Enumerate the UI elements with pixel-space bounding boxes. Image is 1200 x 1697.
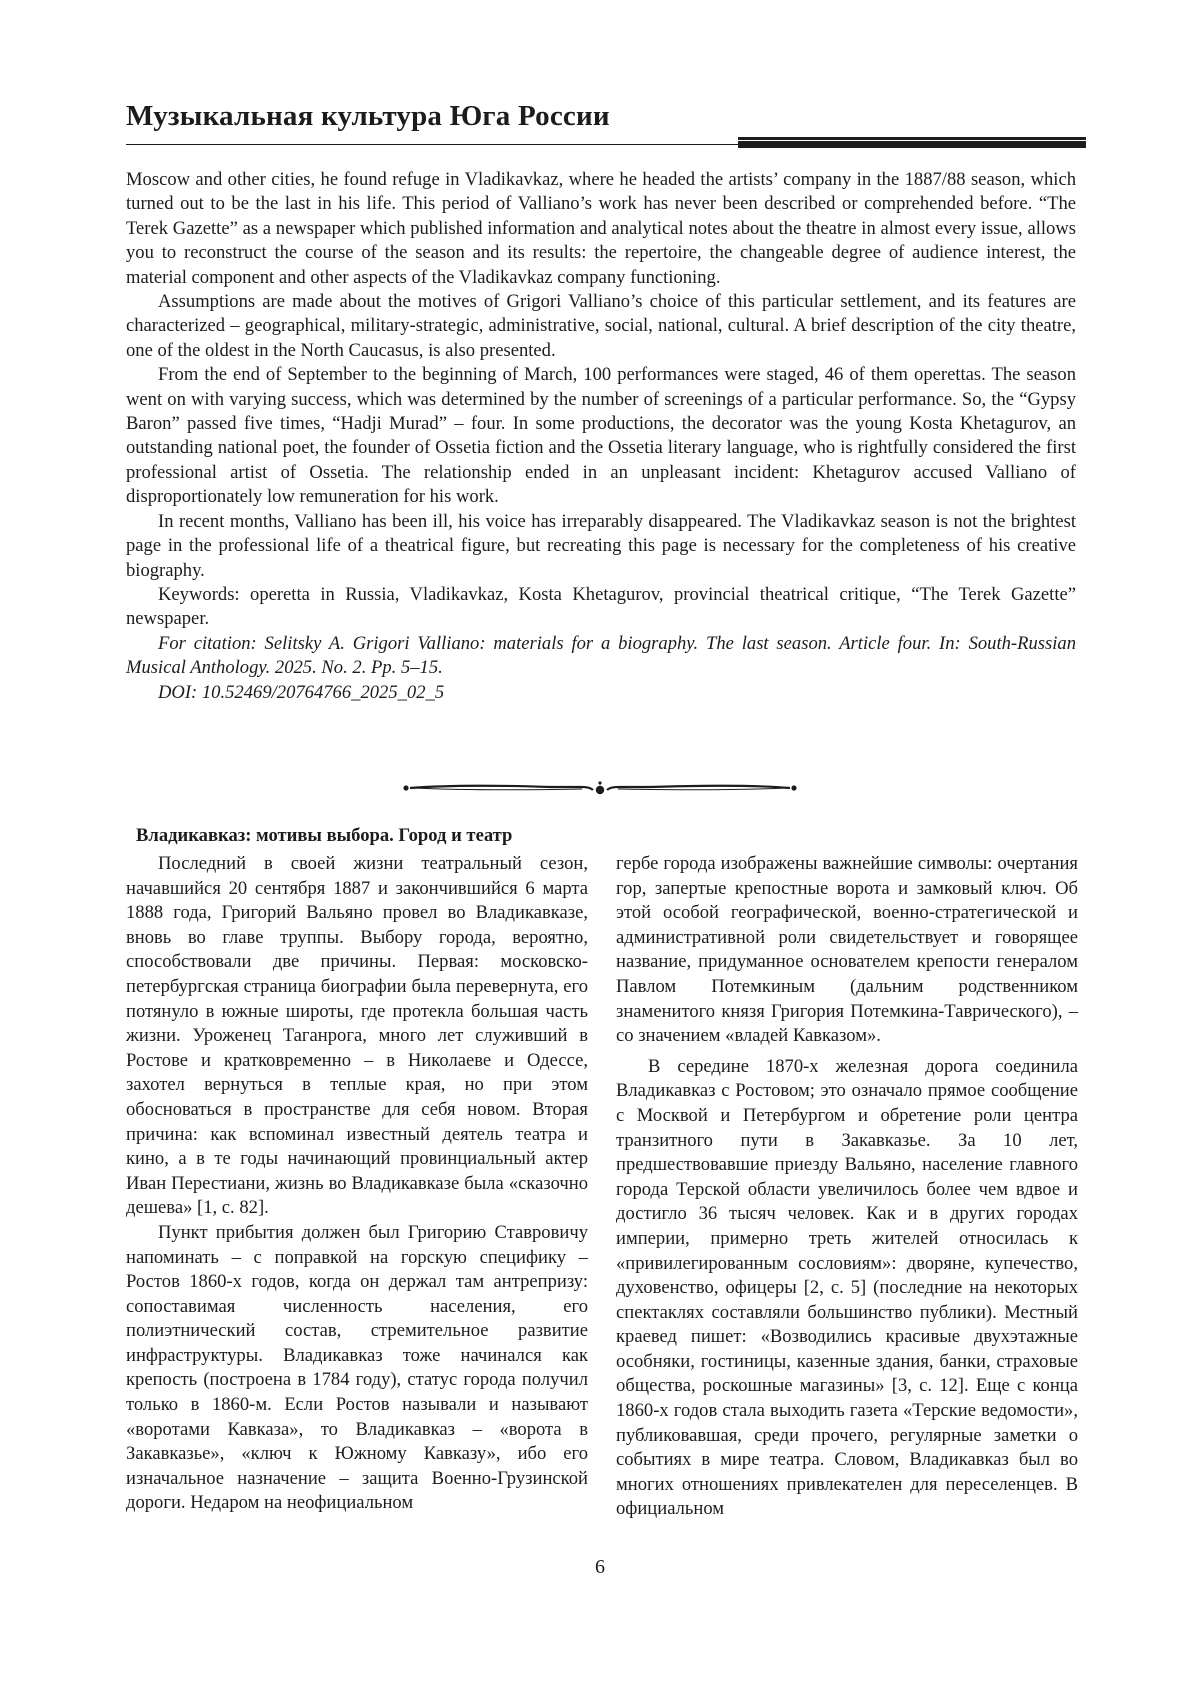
header-rule-thick <box>738 141 1086 144</box>
body-paragraph: Последний в своей жизни театральный сезон, начавшийся 20 сентября 1887 и закончившийся 6 марта 1888 года, Григорий Вальяно провел во Владикавказе, вновь во главе труппы. Выбору города, вероятно, способствовали две причины. Первая: московско-петербургская страница биографии была перевернута, его потянуло в южные широты, где протекла большая часть жизни. Уроженец Таганрога, много лет служивший в Ростове и кратковременно – в Николаеве и Одессе, захотел вернуться в теплые края, но при этом обосноваться в пространстве для себя новом. Вторая причина: как вспоминал известный деятель театра и кино, а в те годы начинающий провинциальный актер Иван Перестиани, жизнь во Владикавказе была «сказочно дешева» [1, с. 82]. <box>126 853 588 1219</box>
abstract-paragraph: From the end of September to the beginning of March, 100 performances were staged, 46 of them operettas. The season went on with varying success, which was determined by the number of screenings of a particular performance. So, the “Gypsy Baron” passed five times, “Hadji Murad” – four. In some productions, the decorator was the young Kosta Khetagurov, an outstanding national poet, the founder of Ossetia fiction and the Ossetia literary language, who is rightfully considered the first professional artist of Ossetia. The relationship ended in an unpleasant incident: Khetagurov accused Valliano of disproportionately low remuneration for his work. <box>126 364 1076 508</box>
page-number: 6 <box>595 1556 605 1578</box>
abstract-paragraph: In recent months, Valliano has been ill, his voice has irreparably disappeared. The Vladikavkaz season is not the brightest page in the professional life of a theatrical figure, but recreating this page is necessary for the completeness of his creative biography. <box>126 510 1076 581</box>
keywords: Keywords: operetta in Russia, Vladikavkaz, Kosta Khetagurov, provincial theatrical critique, “The Terek Gazette” newspaper. <box>126 583 1076 630</box>
right-column <box>616 852 1078 1522</box>
doi: DOI: 10.52469/20764766_2025_02_5 <box>158 681 445 703</box>
abstract-paragraph: Moscow and other cities, he found refuge in Vladikavkaz, where he headed the artists’ company in the 1887/88 season, which turned out to be the last in his life. This period of Valliano’s work has never been described or comprehended before. “The Terek Gazette” as a newspaper which published information and analytical notes about the theatre in almost every issue, allows you to reconstruct the course of the season and its results: the repertoire, the changeable degree of audience interest, the material component and other aspects of the Vladikavkaz company functioning. <box>126 169 1076 288</box>
ornament-left-flourish <box>403 785 593 790</box>
left-column <box>126 824 588 1516</box>
body-paragraph: Пункт прибытия должен был Григорию Ставровичу напоминать – с поправкой на горскую специфику – Ростов 1860-х годов, когда он держал там антрепризу: сопоставимая численность населения, его полиэтнический состав, стремительное развитие инфраструктуры. Владикавказ тоже начинался как крепость (построена в 1784 году), статус города получил только в 1860-м. Если Ростов называли и называют «воротами Кавказа», то Владикавказ – «ворота в Закавказье», «ключ к Южному Кавказу», ибо его изначальное назначение – защита Военно-Грузинской дороги. Недаром на неофициальном <box>126 1221 588 1514</box>
section-heading: Владикавказ: мотивы выбора. Город и театр <box>136 825 513 846</box>
running-header <box>126 100 1086 152</box>
body-paragraph: В середине 1870-х железная дорога соединила Владикавказ с Ростовом; это означало прямое сообщение с Москвой и Петербургом и обретение роли центра транзитного пути в Закавказье. За 10 лет, предшествовавшие приезду Вальяно, население главного города Терской области увеличилось более чем вдвое и достигло 36 тысяч человек. Как и в других городах империи, примерно треть жителей относилась к «привилегированным сословиям»: дворяне, купечество, духовенство, офицеры [2, с. 5] (последние на некоторых спектаклях составляли большинство публики). Местный краевед пишет: «Возводились красивые двухэтажные особняки, гостиницы, казенные здания, банки, страховые общества, роскошные магазины» [3, с. 12]. Еще с конца 1860-х годов стала выходить газета «Терские ведомости», публиковавшая, среди прочего, регулярные заметки о событиях в мире театра. Словом, Владикавказ был во многих отношениях привлекателен для переселенцев. В официальном <box>616 1055 1078 1520</box>
body-paragraph: гербе города изображены важнейшие символы: очертания гор, запертые крепостные ворота и замковый ключ. Об этой особой географической, военно-стратегической и административной роли свидетельствует и говорящее название, придуманное основателем крепости генералом Павлом Потемкиным (дальним родственником знаменитого князя Григория Потемкина-Таврического), – со значением «владей Кавказом». <box>616 853 1078 1047</box>
english-abstract <box>126 168 1076 705</box>
abstract-paragraph: Assumptions are made about the motives of Grigori Valliano’s choice of this particular settlement, and its features are characterized – geographical, military-strategic, administrative, social, national, cultural. A brief description of the city theatre, one of the oldest in the North Caucasus, is also presented. <box>126 291 1076 361</box>
journal-title: Музыкальная культура Юга России <box>126 100 610 132</box>
ornamental-divider <box>400 776 800 800</box>
citation: For citation: Selitsky A. Grigori Valliano: materials for a biography. The last season. Article four. In: South-Russian Musical Anthology. 2025. No. 2. Pp. 5–15. <box>126 632 1076 679</box>
ornament-right-flourish <box>607 785 797 790</box>
header-rule-thick <box>738 145 1086 148</box>
header-rule-thick <box>738 137 1086 140</box>
ornament-center <box>596 781 604 794</box>
